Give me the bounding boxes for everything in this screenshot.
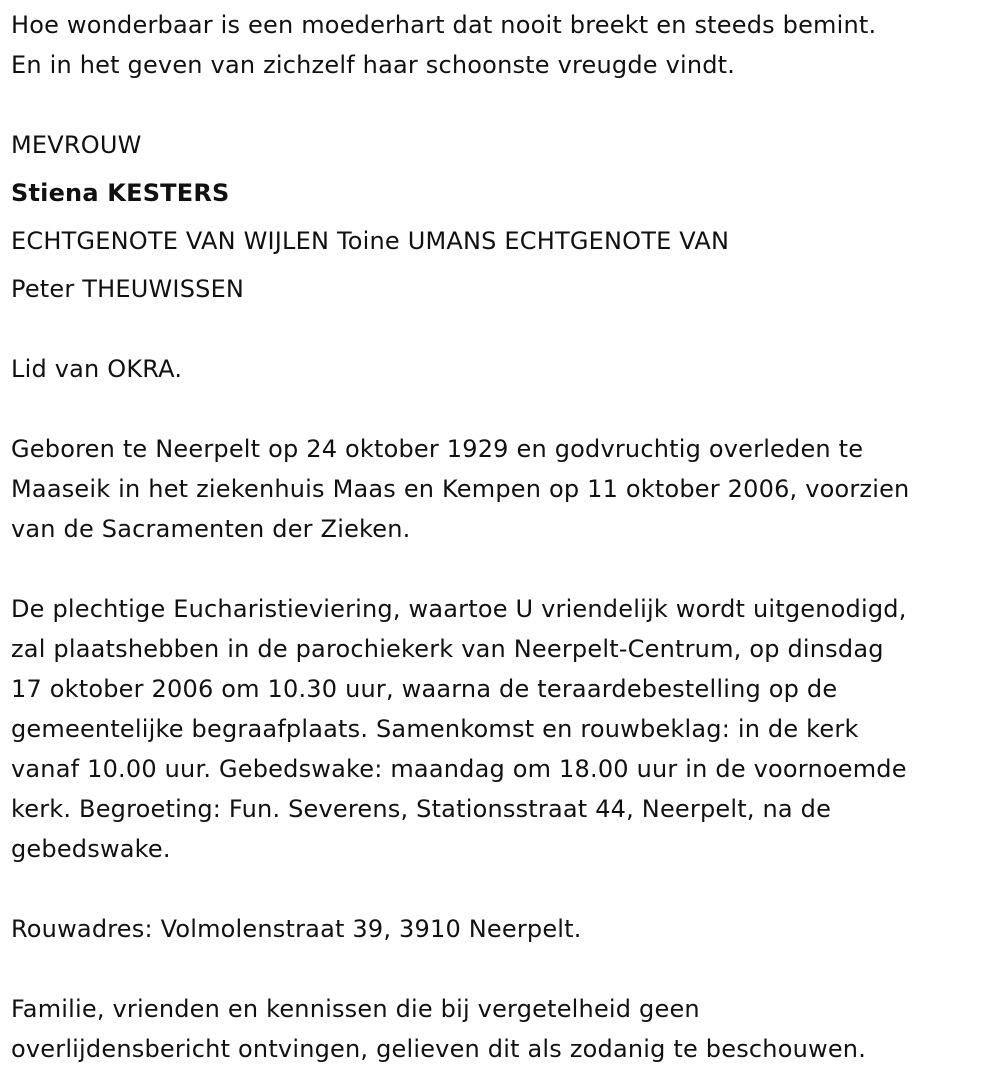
poem-line-2: En in het geven van zichzelf haar schoonste vreugde vindt. xyxy=(11,51,736,79)
closing-line-1: Familie, vrienden en kennissen die bij vergetelheid geen xyxy=(11,995,700,1023)
mourning-address: Rouwadres: Volmolenstraat 39, 3910 Neerpelt. xyxy=(11,915,582,943)
spouse-line-1: ECHTGENOTE VAN WIJLEN Toine UMANS ECHTGENOTE VAN xyxy=(11,227,730,255)
ceremony-line-4: gemeentelijke begraafplaats. Samenkomst en rouwbeklag: in de kerk xyxy=(11,715,859,743)
ceremony-line-3: 17 oktober 2006 om 10.30 uur, waarna de teraardebestelling op de xyxy=(11,675,838,703)
ceremony-line-7: gebedswake. xyxy=(11,835,171,863)
deceased-name: Stiena KESTERS xyxy=(11,179,230,207)
ceremony-line-6: kerk. Begroeting: Fun. Severens, Stationsstraat 44, Neerpelt, na de xyxy=(11,795,832,823)
birth-death-line-3: van de Sacramenten der Zieken. xyxy=(11,515,411,543)
honorific-title: MEVROUW xyxy=(11,131,142,159)
ceremony-line-5: vanaf 10.00 uur. Gebedswake: maandag om 18.00 uur in de voornoemde xyxy=(11,755,907,783)
birth-death-line-1: Geboren te Neerpelt op 24 oktober 1929 en godvruchtig overleden te xyxy=(11,435,864,463)
membership-text: Lid van OKRA. xyxy=(11,355,183,383)
poem-line-1: Hoe wonderbaar is een moederhart dat nooit breekt en steeds bemint. xyxy=(11,11,877,39)
ceremony-line-2: zal plaatshebben in de parochiekerk van Neerpelt-Centrum, op dinsdag xyxy=(11,635,884,663)
birth-death-line-2: Maaseik in het ziekenhuis Maas en Kempen op 11 oktober 2006, voorzien xyxy=(11,475,910,503)
ceremony-line-1: De plechtige Eucharistieviering, waartoe U vriendelijk wordt uitgenodigd, xyxy=(11,595,907,623)
spouse-line-2: Peter THEUWISSEN xyxy=(11,275,245,303)
closing-line-2: overlijdensbericht ontvingen, gelieven dit als zodanig te beschouwen. xyxy=(11,1035,867,1063)
